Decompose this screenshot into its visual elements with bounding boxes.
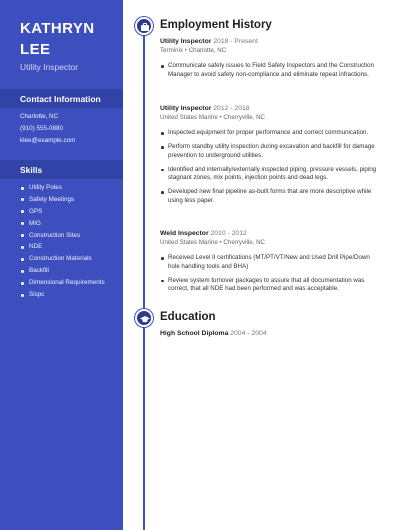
education-entry bbox=[160, 330, 267, 337]
job-dates: 2018 - Present bbox=[213, 38, 258, 45]
skill-item: NDE bbox=[20, 241, 105, 253]
skills-heading: Skills bbox=[0, 160, 123, 179]
skill-item: Utility Poles bbox=[20, 182, 105, 194]
briefcase-icon bbox=[135, 17, 153, 35]
education-heading: Education bbox=[160, 311, 216, 323]
bullet-item: Inspected equipment for proper performance and correct communication. bbox=[160, 129, 382, 138]
job-company: United States Marine bbox=[160, 114, 218, 121]
bullet-item: Developed new final pipeline as-built forms that are more descriptive while using less paper. bbox=[160, 188, 382, 205]
skill-item: GPS bbox=[20, 206, 105, 218]
skill-item: Construction Sites bbox=[20, 230, 105, 242]
first-name: KATHRYN bbox=[20, 20, 95, 37]
skills-list bbox=[20, 182, 105, 301]
job-company-line bbox=[160, 239, 265, 246]
job-company-line bbox=[160, 47, 226, 54]
bullet-item: Review system turnover packages to assure that all documentation was correct, that all NDE had been performed and was acceptable. bbox=[160, 277, 382, 294]
job-title-line bbox=[160, 230, 247, 237]
job-company: United States Marine bbox=[160, 239, 218, 246]
separator-dot: • bbox=[184, 47, 187, 54]
graduation-cap-icon bbox=[135, 309, 153, 327]
skill-item: Backfill bbox=[20, 265, 105, 277]
candidate-title: Utility Inspector bbox=[20, 62, 79, 72]
job-bullets bbox=[160, 254, 382, 299]
job-company-line bbox=[160, 114, 265, 121]
job-title: Utility Inspector bbox=[160, 105, 212, 112]
skill-item: Construction Materials bbox=[20, 253, 105, 265]
skill-item: Safety Meetings bbox=[20, 194, 105, 206]
contact-phone[interactable]: (910) 555-0880 bbox=[20, 125, 64, 132]
job-location: Cherryville, NC bbox=[223, 114, 266, 121]
job-location: Cherryville, NC bbox=[223, 239, 266, 246]
job-title-line bbox=[160, 105, 250, 112]
job-title-line bbox=[160, 38, 258, 45]
education-dates: 2004 - 2004 bbox=[230, 330, 267, 337]
timeline-line bbox=[143, 26, 145, 530]
last-name: LEE bbox=[20, 41, 51, 58]
separator-dot: • bbox=[219, 239, 222, 246]
sidebar bbox=[0, 0, 123, 530]
contact-location: Charlotte, NC bbox=[20, 113, 59, 120]
job-company: Terminix bbox=[160, 47, 184, 54]
contact-email[interactable]: klee@example.com bbox=[20, 137, 76, 144]
job-dates: 2012 - 2018 bbox=[213, 105, 250, 112]
job-location: Charlotte, NC bbox=[188, 47, 227, 54]
employment-heading: Employment History bbox=[160, 19, 272, 31]
separator-dot: • bbox=[219, 114, 222, 121]
bullet-item: Communicate safety issues to Field Safety Inspectors and the Construction Manager to avoid safety non-compliance and eliminate repeat infractions. bbox=[160, 62, 382, 79]
contact-heading: Contact Information bbox=[0, 89, 123, 108]
bullet-item: Perform standby utility inspection during excavation and backfill for damage prevention to underground utilities. bbox=[160, 143, 382, 160]
job-bullets bbox=[160, 129, 382, 211]
job-title: Utility Inspector bbox=[160, 38, 212, 45]
skill-item: Dimensional Requirements bbox=[20, 277, 105, 289]
bullet-item: Received Level II certifications (MT/PT/VT/New and Used Drill Pipe/Down hole handling tools and BHA) bbox=[160, 254, 382, 271]
skill-item: Sispc bbox=[20, 289, 105, 301]
bullet-item: Identified and internally/externally inspected piping, pressure vessels, piping stagnant zones, mix points, injection points and dead legs. bbox=[160, 166, 382, 183]
job-bullets bbox=[160, 62, 382, 85]
candidate-name bbox=[20, 18, 94, 60]
degree: High School Diploma bbox=[160, 330, 229, 337]
skill-item: MIG bbox=[20, 218, 105, 230]
job-title: Weld Inspector bbox=[160, 230, 209, 237]
job-dates: 2010 - 2012 bbox=[210, 230, 247, 237]
